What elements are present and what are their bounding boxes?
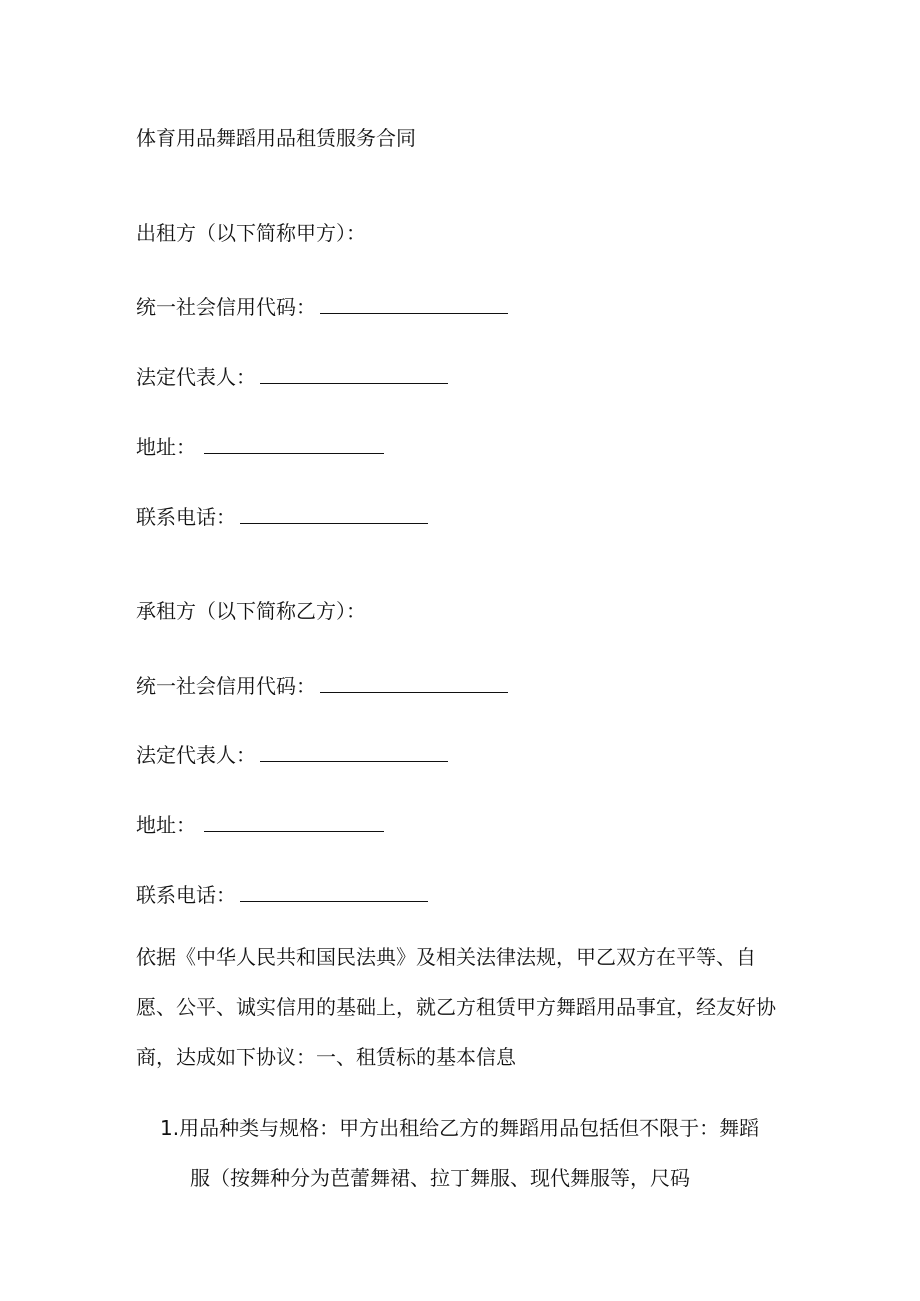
clause-item-1-line-2: 服（按舞种分为芭蕾舞裙、拉丁舞服、现代舞服等，尺码 (190, 1166, 690, 1190)
party-b-heading: 承租方（以下简称乙方）： (136, 599, 366, 623)
party-a-credit-code-label: 统一社会信用代码： (136, 295, 316, 319)
contract-title: 体育用品舞蹈用品租赁服务合同 (136, 126, 416, 150)
party-a-phone-label: 联系电话： (136, 505, 236, 529)
party-b-phone-label: 联系电话： (136, 883, 236, 907)
clause-item-text: .用品种类与规格：甲方出租给乙方的舞蹈用品包括但不限于：舞蹈 (172, 1116, 760, 1140)
party-a-phone-blank[interactable] (240, 503, 428, 524)
party-b-credit-code-row (136, 672, 508, 700)
party-a-address-label: 地址： (136, 435, 196, 459)
clause-item-1 (160, 1103, 759, 1203)
party-a-address-row (136, 433, 384, 461)
party-a-legal-rep-label: 法定代表人： (136, 365, 256, 389)
clause-item-number: 1 (160, 1116, 173, 1140)
party-b-phone-row (136, 881, 428, 909)
party-b-legal-rep-row (136, 741, 448, 769)
party-b-credit-code-label: 统一社会信用代码： (136, 674, 316, 698)
clause-item-1-line-1 (160, 1103, 759, 1153)
party-a-credit-code-row (136, 293, 508, 321)
party-b-address-label: 地址： (136, 813, 196, 837)
party-b-phone-blank[interactable] (240, 881, 428, 902)
party-a-address-blank[interactable] (204, 433, 384, 454)
party-b-credit-code-blank[interactable] (320, 672, 508, 693)
party-a-phone-row (136, 503, 428, 531)
party-b-address-row (136, 811, 384, 839)
preamble-paragraph (136, 932, 796, 1082)
party-a-legal-rep-blank[interactable] (260, 363, 448, 384)
party-a-credit-code-blank[interactable] (320, 293, 508, 314)
party-b-address-blank[interactable] (204, 811, 384, 832)
party-a-heading: 出租方（以下简称甲方）： (136, 221, 366, 245)
preamble-line: 愿、公平、诚实信用的基础上，就乙方租赁甲方舞蹈用品事宜，经友好协 (136, 995, 776, 1019)
party-a-legal-rep-row (136, 363, 448, 391)
preamble-line: 商，达成如下协议：一、租赁标的基本信息 (136, 1045, 516, 1069)
preamble-line: 依据《中华人民共和国民法典》及相关法律法规，甲乙双方在平等、自 (136, 945, 756, 969)
party-b-legal-rep-label: 法定代表人： (136, 743, 256, 767)
party-b-legal-rep-blank[interactable] (260, 741, 448, 762)
